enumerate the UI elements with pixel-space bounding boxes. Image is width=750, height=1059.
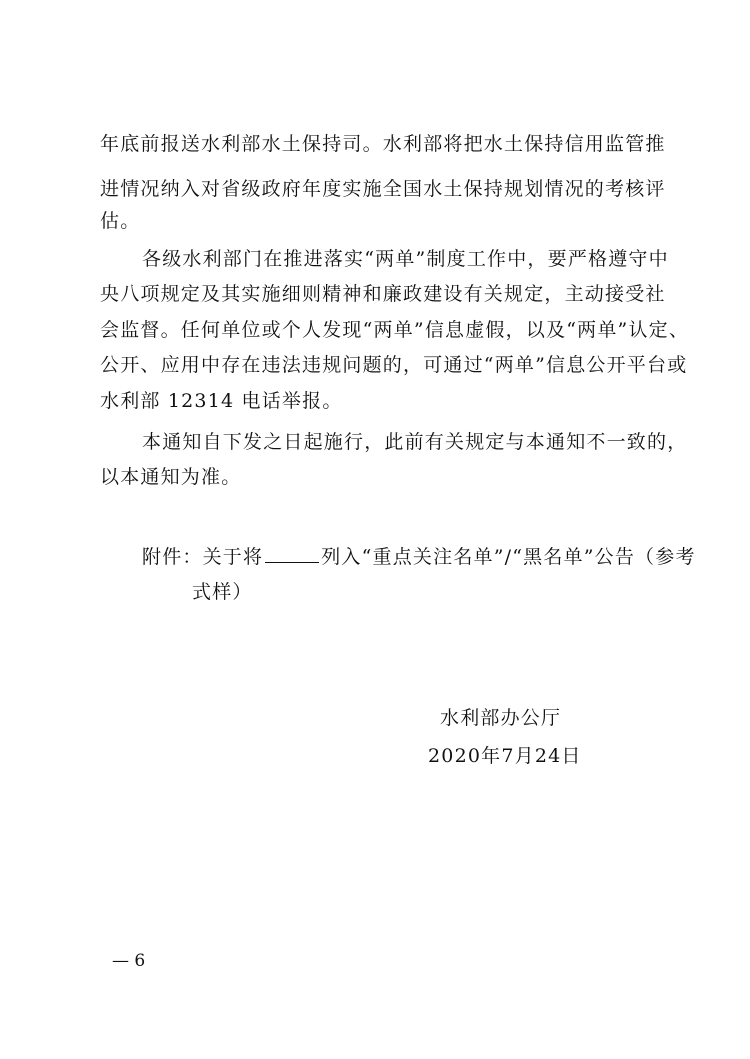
attachment-line-2: 式样） — [192, 581, 253, 603]
attachment-suffix: 列入“重点关注名单”/“黑名单”公告（参考 — [321, 546, 696, 568]
paragraph-2-line-2: 央八项规定及其实施细则精神和廉政建设有关规定，主动接受社 — [100, 283, 666, 305]
paragraph-3-line-1: 本通知自下发之日起施行，此前有关规定与本通知不一致的， — [142, 431, 688, 453]
paragraph-3-line-2: 以本通知为准。 — [100, 466, 242, 488]
attachment-prefix: 附件：关于将 — [142, 546, 264, 568]
attachment-line-1 — [142, 544, 696, 569]
attachment-blank — [265, 544, 319, 563]
paragraph-1-line-1: 年底前报送水利部水土保持司。水利部将把水土保持信用监管推 — [100, 133, 666, 155]
paragraph-2-line-5: 水利部 12314 电话举报。 — [100, 390, 343, 412]
paragraph-2-line-1: 各级水利部门在推进落实“两单”制度工作中，要严格遵守中 — [142, 248, 669, 270]
signature-date: 2020年7月24日 — [428, 745, 582, 767]
signature-organization: 水利部办公厅 — [440, 707, 562, 729]
paragraph-2-line-3: 会监督。任何单位或个人发现“两单”信息虚假，以及“两单”认定、 — [100, 319, 690, 341]
paragraph-2-line-4: 公开、应用中存在违法违规问题的，可通过“两单”信息公开平台或 — [100, 354, 688, 376]
page-number: — 6 — [112, 951, 146, 971]
paragraph-1-line-3: 估。 — [100, 210, 141, 232]
paragraph-1-line-2: 进情况纳入对省级政府年度实施全国水土保持规划情况的考核评 — [100, 178, 666, 200]
